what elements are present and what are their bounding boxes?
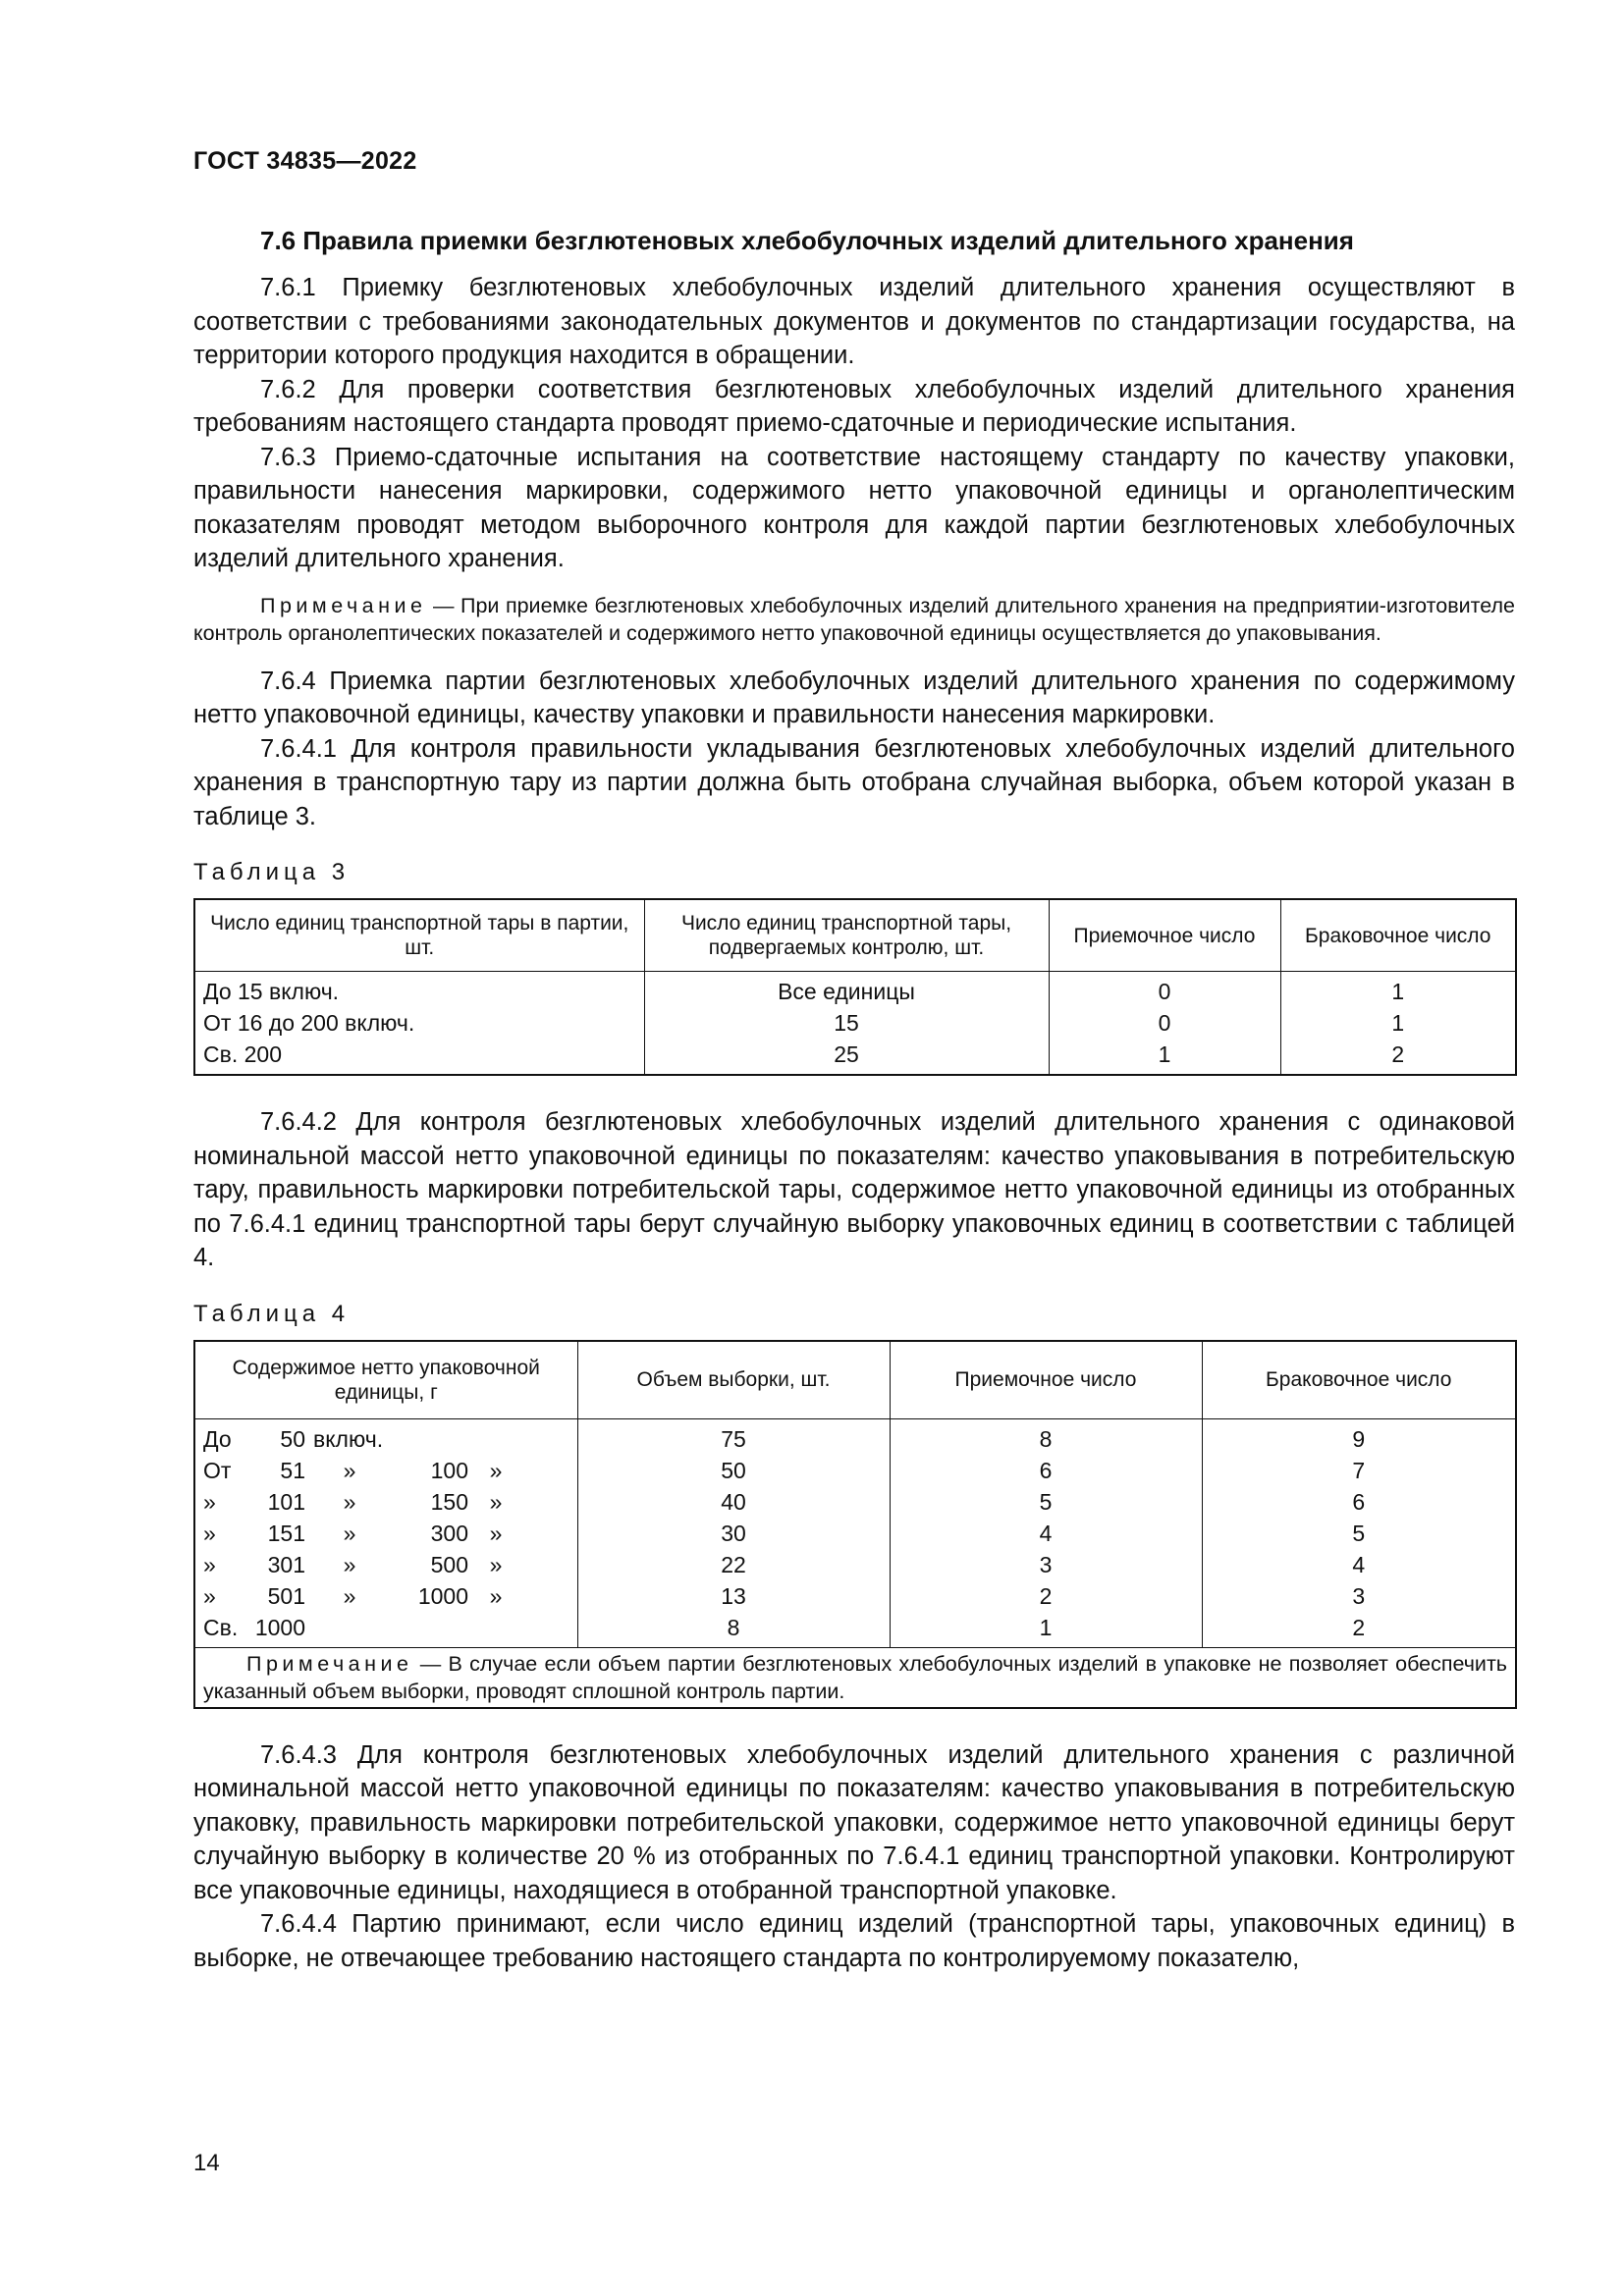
range-part: До xyxy=(203,1425,232,1452)
table-cell: 8 xyxy=(890,1418,1202,1455)
table-cell: 25 xyxy=(644,1039,1049,1075)
range-part: » xyxy=(203,1582,216,1609)
table-cell: 75 xyxy=(577,1418,890,1455)
range-part: 51 xyxy=(280,1457,305,1483)
table-cell: 1 xyxy=(890,1612,1202,1648)
table-3-caption: Таблица 3 xyxy=(193,859,351,885)
range-part: 1000 xyxy=(254,1614,305,1640)
range-value xyxy=(203,1551,569,1578)
table-cell: 5 xyxy=(890,1486,1202,1518)
range-part xyxy=(394,1614,468,1641)
note-label: Примечание xyxy=(260,593,427,617)
document-body xyxy=(193,224,1515,1975)
range-part: 300 xyxy=(430,1520,468,1546)
table-row xyxy=(194,1418,1516,1455)
range-part: 501 xyxy=(267,1582,305,1609)
table-cell: 50 xyxy=(577,1455,890,1486)
table-cell: 5 xyxy=(1202,1518,1516,1549)
table-row xyxy=(194,1039,1516,1075)
range-part xyxy=(468,1614,523,1641)
range-part: 100 xyxy=(430,1457,468,1483)
table-header: Браковочное число xyxy=(1202,1341,1516,1419)
table-4 xyxy=(193,1340,1517,1709)
paragraph-7-6-4-2: 7.6.4.2 Для контроля безглютеновых хлебобулочных изделий длительного хранения с одинаковой номинальной массой нетто упаковочной единицы по показателям: качество упаковывания в потребительскую тару, правильность маркировки потребительской тары, содержимое нетто упаковочной единицы из отобранных по 7.6.4.1 единиц транспортной тары берут случайную выборку упаковочных единиц в соответствии с таблицей 4. xyxy=(193,1108,1515,1271)
table-cell: 22 xyxy=(577,1549,890,1580)
table-cell: 1 xyxy=(1280,1007,1516,1039)
document-id: ГОСТ 34835—2022 xyxy=(193,147,417,175)
range-part: » xyxy=(489,1520,503,1546)
range-part: 150 xyxy=(430,1488,468,1515)
table-cell: 7 xyxy=(1202,1455,1516,1486)
table-row xyxy=(194,1612,1516,1648)
table-cell: 13 xyxy=(577,1580,890,1612)
table-cell: От 16 до 200 включ. xyxy=(194,1007,644,1039)
paragraph-7-6-4-3: 7.6.4.3 Для контроля безглютеновых хлебобулочных изделий длительного хранения с различной номинальной массой нетто упаковочной единицы по показателям: качество упаковывания в потребительскую упаковку, правильность маркировки потребительской упаковки, содержимое нетто упаковочной единицы берут случайную выборку в количестве 20 % из отобранных по 7.6.4.1 единиц транспортной упаковки. Контролируют все упаковочные единицы, находящиеся в отобранной транспортной упаковке. xyxy=(193,1740,1515,1904)
range-part: 151 xyxy=(267,1520,305,1546)
table-cell: 2 xyxy=(1202,1612,1516,1648)
table-note xyxy=(194,1647,1516,1708)
table-cell: 4 xyxy=(890,1518,1202,1549)
range-part: » xyxy=(489,1488,503,1515)
table-cell: 9 xyxy=(1202,1418,1516,1455)
table-cell: 6 xyxy=(890,1455,1202,1486)
paragraph-7-6-2: 7.6.2 Для проверки соответствия безглютеновых хлебобулочных изделий длительного хранения требованиям настоящего стандарта проводят приемо-сдаточные и периодические испытания. xyxy=(193,375,1515,437)
range-part: » xyxy=(343,1457,356,1483)
table-4-caption: Таблица 4 xyxy=(193,1300,351,1327)
table-row xyxy=(194,1549,1516,1580)
table-header: Число единиц транспортной тары, подвергаемых контролю, шт. xyxy=(644,899,1049,972)
note-text: — В случае если объем партии безглютеновых хлебобулочных изделий в упаковке не позволяет обеспечить указанный объем выборки, проводят сплошной контроль партии. xyxy=(203,1651,1507,1703)
range-part: » xyxy=(489,1582,503,1609)
table-cell: 0 xyxy=(1049,972,1280,1008)
table-cell: 30 xyxy=(577,1518,890,1549)
note-acceptance xyxy=(193,592,1515,647)
table-cell: 40 xyxy=(577,1486,890,1518)
range-part: 1000 xyxy=(417,1582,468,1609)
table-row xyxy=(194,1455,1516,1486)
table-cell: 15 xyxy=(644,1007,1049,1039)
table-row xyxy=(194,972,1516,1008)
table-cell: Все единицы xyxy=(644,972,1049,1008)
table-cell xyxy=(194,1549,577,1580)
range-part: » xyxy=(489,1457,503,1483)
table-header: Объем выборки, шт. xyxy=(577,1341,890,1419)
table-3 xyxy=(193,898,1517,1076)
range-part: » xyxy=(489,1551,503,1577)
table-cell: 4 xyxy=(1202,1549,1516,1580)
table-row xyxy=(194,1486,1516,1518)
table-header: Приемочное число xyxy=(890,1341,1202,1419)
table-cell: 1 xyxy=(1049,1039,1280,1075)
paragraph-7-6-1: 7.6.1 Приемку безглютеновых хлебобулочных изделий длительного хранения осуществляют в соответствии с требованиями законодательных документов и документов по стандартизации государства, на территории которого продукция находится в обращении. xyxy=(193,274,1515,369)
range-part xyxy=(458,1425,513,1453)
table-row xyxy=(194,1007,1516,1039)
table-cell: 1 xyxy=(1280,972,1516,1008)
table-cell: До 15 включ. xyxy=(194,972,644,1008)
table-cell xyxy=(194,1518,577,1549)
table-cell: 3 xyxy=(890,1549,1202,1580)
note-label: Примечание xyxy=(246,1651,413,1676)
paragraph-7-6-4: 7.6.4 Приемка партии безглютеновых хлебобулочных изделий длительного хранения по содержимому нетто упаковочной единицы, качеству упаковки и правильности нанесения маркировки. xyxy=(193,667,1515,728)
range-value xyxy=(203,1582,569,1610)
range-part: » xyxy=(203,1551,216,1577)
table-cell xyxy=(194,1580,577,1612)
table-cell xyxy=(194,1486,577,1518)
note-text: — При приемке безглютеновых хлебобулочных изделий длительного хранения на предприятии-изготовителе контроль органолептических показателей и содержимого нетто упаковочной единицы осуществляется до упаковывания. xyxy=(193,593,1515,645)
table-header: Браковочное число xyxy=(1280,899,1516,972)
table-cell: 2 xyxy=(1280,1039,1516,1075)
range-part: 50 xyxy=(280,1425,305,1452)
table-note-row xyxy=(194,1647,1516,1708)
range-part: » xyxy=(343,1582,356,1609)
table-cell xyxy=(194,1612,577,1648)
table-header: Приемочное число xyxy=(1049,899,1280,972)
range-part: » xyxy=(343,1488,356,1515)
table-header: Содержимое нетто упаковочной единицы, г xyxy=(194,1341,577,1419)
table-header-row xyxy=(194,1341,1516,1419)
range-part xyxy=(383,1425,458,1453)
range-part: » xyxy=(343,1520,356,1546)
table-header-row xyxy=(194,899,1516,972)
table-cell: 2 xyxy=(890,1580,1202,1612)
range-value xyxy=(203,1488,569,1516)
range-value xyxy=(203,1457,569,1484)
section-title: 7.6 Правила приемки безглютеновых хлебобулочных изделий длительного хранения xyxy=(260,226,1354,255)
range-value xyxy=(203,1614,569,1641)
range-part: включ. xyxy=(313,1425,384,1452)
table-cell: Св. 200 xyxy=(194,1039,644,1075)
paragraph-7-6-3: 7.6.3 Приемо-сдаточные испытания на соответствие настоящему стандарту по качеству упаковки, правильности нанесения маркировки, содержимого нетто упаковочной единицы и органолептическим показателям проводят методом выборочного контроля для каждой партии безглютеновых хлебобулочных изделий длительного хранения. xyxy=(193,443,1515,572)
range-part: Св. xyxy=(203,1614,239,1640)
range-part: От xyxy=(203,1457,232,1483)
table-cell: 3 xyxy=(1202,1580,1516,1612)
table-cell: 8 xyxy=(577,1612,890,1648)
range-part: » xyxy=(203,1520,216,1546)
range-part xyxy=(305,1614,394,1641)
table-header: Число единиц транспортной тары в партии, шт. xyxy=(194,899,644,972)
range-part: 500 xyxy=(430,1551,468,1577)
table-row xyxy=(194,1580,1516,1612)
range-part: 301 xyxy=(267,1551,305,1577)
range-value xyxy=(203,1425,569,1453)
table-cell: 6 xyxy=(1202,1486,1516,1518)
range-value xyxy=(203,1520,569,1547)
paragraph-7-6-4-4: 7.6.4.4 Партию принимают, если число единиц изделий (транспортной тары, упаковочных единиц) в выборке, не отвечающее требованию настоящего стандарта по контролируемому показателю, xyxy=(193,1910,1515,1972)
range-part: » xyxy=(203,1488,216,1515)
page-number: 14 xyxy=(193,2150,220,2176)
range-part: 101 xyxy=(267,1488,305,1515)
range-part: » xyxy=(343,1551,356,1577)
table-cell: 0 xyxy=(1049,1007,1280,1039)
table-row xyxy=(194,1518,1516,1549)
table-cell xyxy=(194,1418,577,1455)
table-cell xyxy=(194,1455,577,1486)
paragraph-7-6-4-1: 7.6.4.1 Для контроля правильности укладывания безглютеновых хлебобулочных изделий длительного хранения в транспортную тару из партии должна быть отобрана случайная выборка, объем которой указан в таблице 3. xyxy=(193,734,1515,830)
